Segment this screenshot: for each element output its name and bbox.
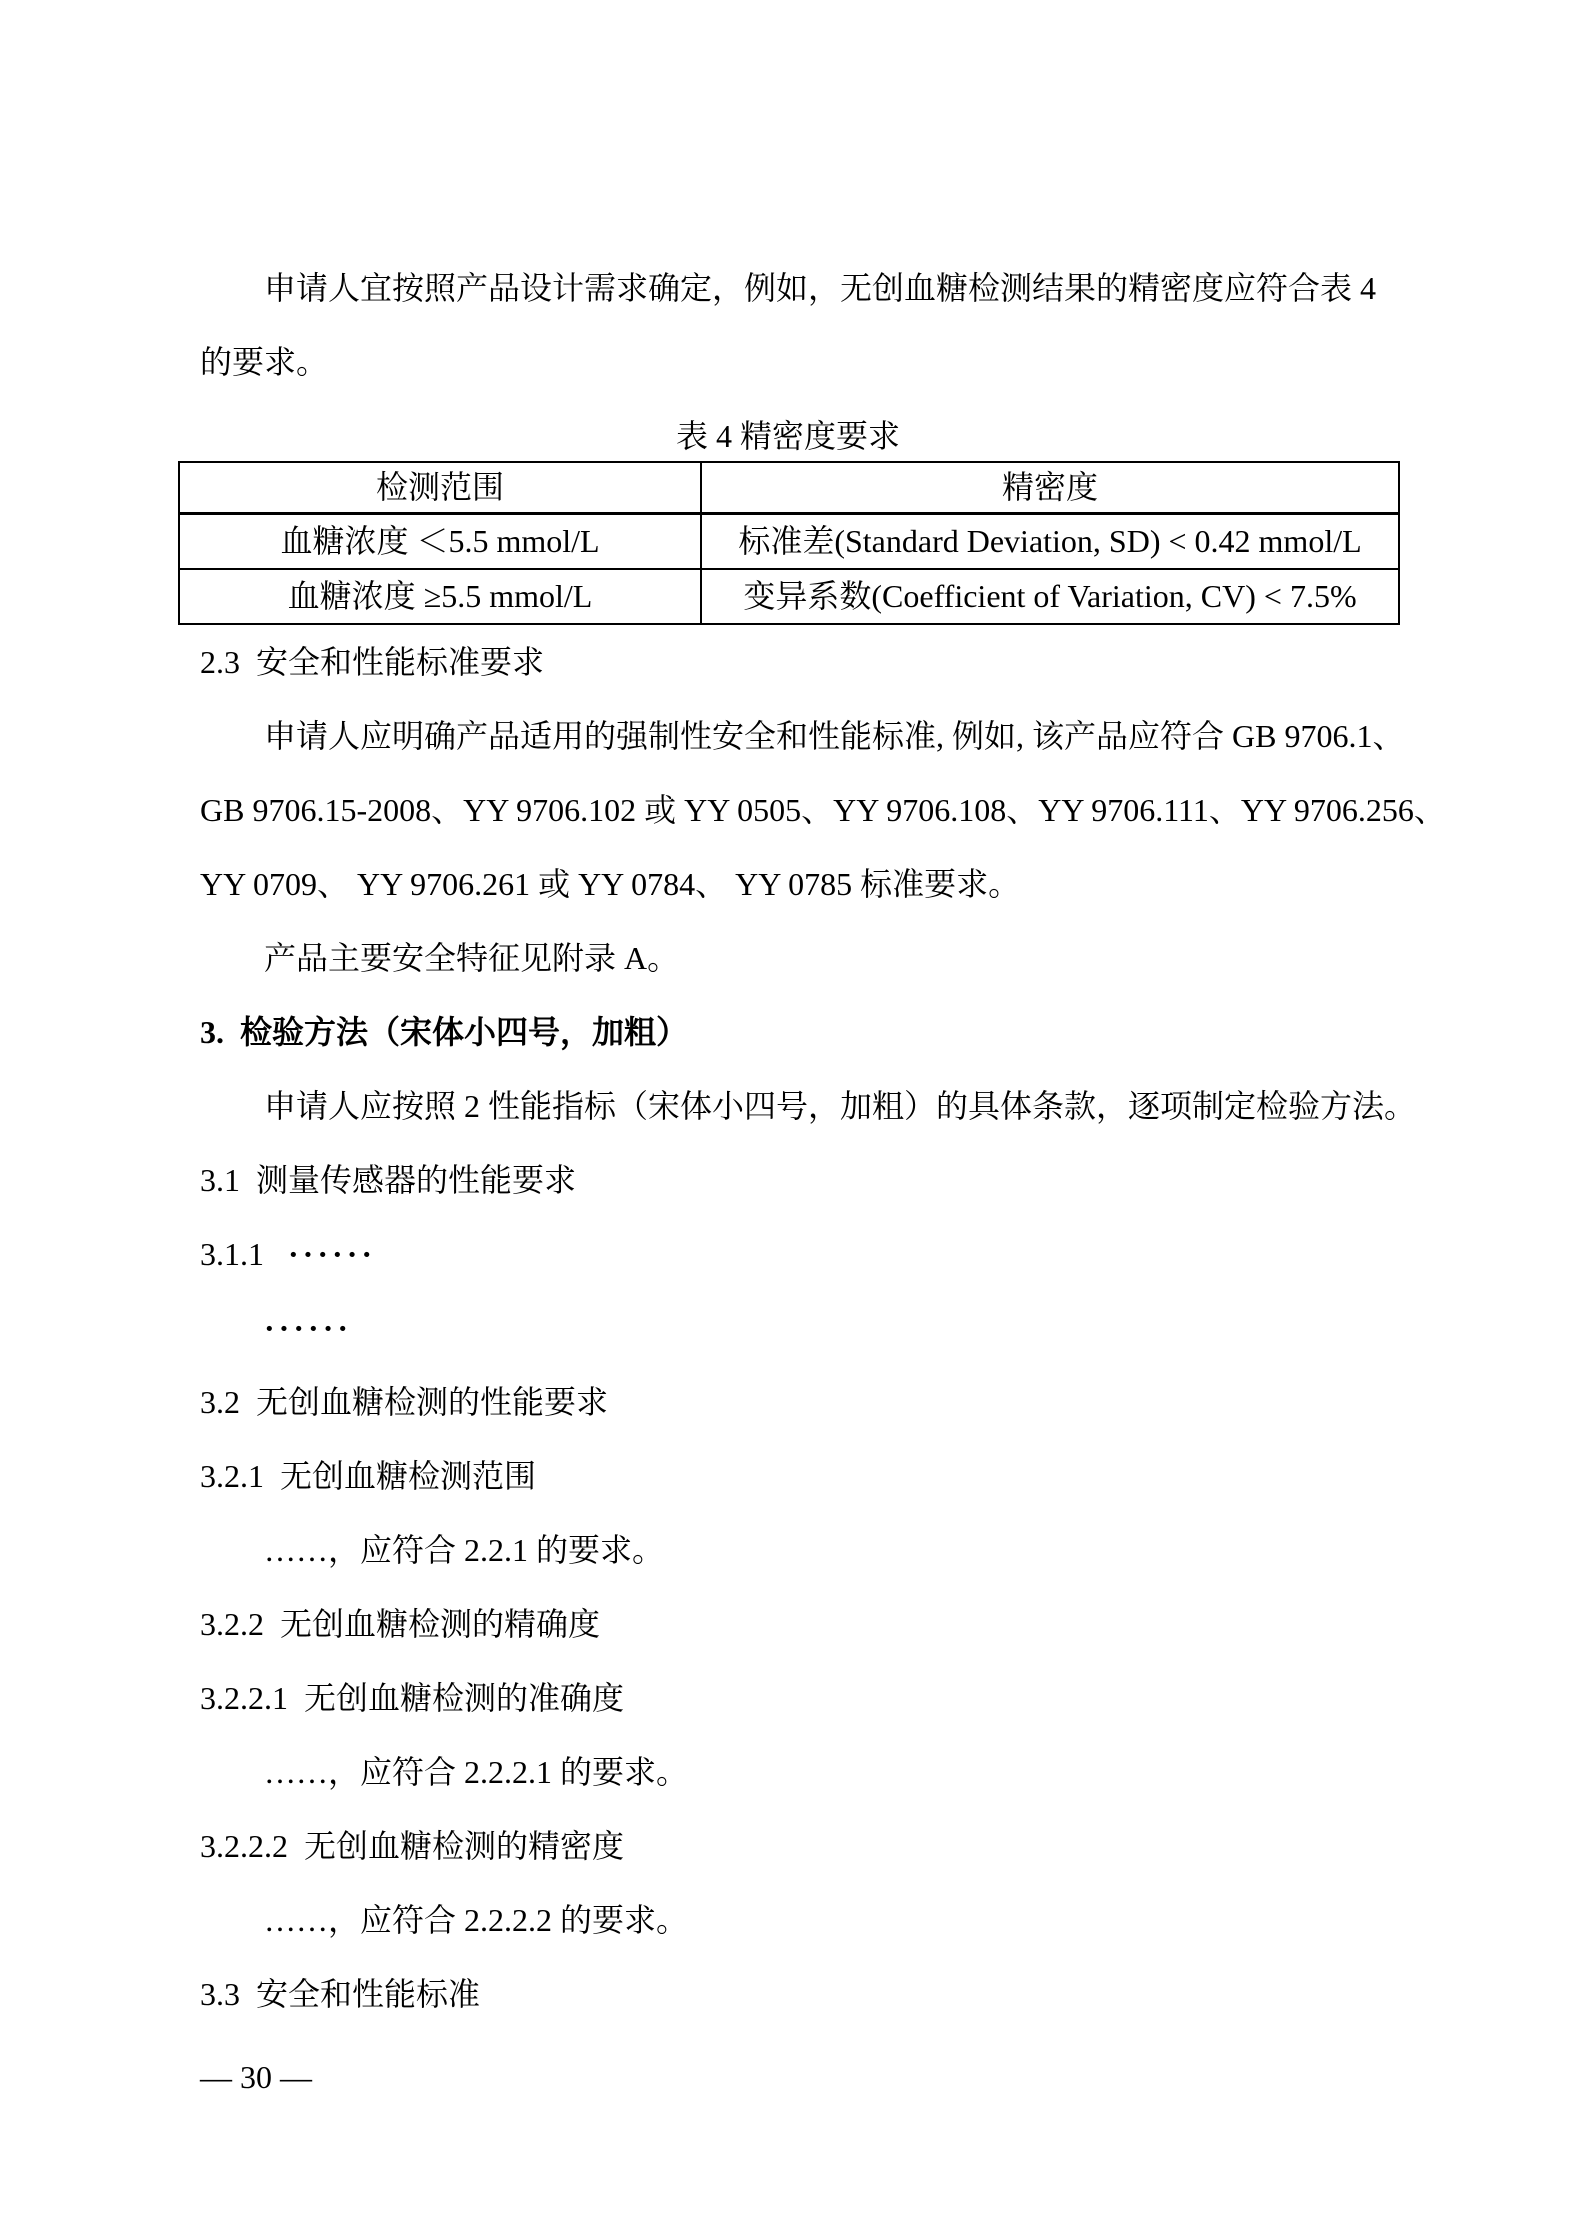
section-2-3-paragraph-line-2: GB 9706.15-2008、YY 9706.102 或 YY 0505、YY 9706.108、YY 9706.111、YY 9706.256、 [200,792,1446,828]
section-2-3-paragraph-line-3: YY 0709、 YY 9706.261 或 YY 0784、 YY 0785 标准要求。 [200,866,1021,902]
section-3-1-1-ellipsis: ······ [288,1236,377,1272]
section-3-1-1-number: 3.1.1 [200,1236,264,1272]
table-header-precision: 精密度 [701,462,1399,514]
table-header-detection-range: 检测范围 [179,462,701,514]
table-cell-cv-requirement: 变异系数(Coefficient of Variation, CV) < 7.5% [701,569,1399,624]
section-3-2-2-1-heading: 3.2.2.1 无创血糖检测的准确度 [200,1680,625,1716]
section-3-heading: 3. 检验方法（宋体小四号，加粗） [200,1014,689,1050]
section-3-2-2-1-note-line: ……，应符合 2.2.2.1 的要求。 [264,1754,689,1790]
section-3-2-1-note-line: ……，应符合 2.2.1 的要求。 [264,1532,665,1568]
section-3-2-heading: 3.2 无创血糖检测的性能要求 [200,1384,609,1420]
section-2-3-paragraph-line-1: 申请人应明确产品适用的强制性安全和性能标准, 例如, 该产品应符合 GB 9706.1、 [264,718,1405,754]
section-3-2-2-heading: 3.2.2 无创血糖检测的精确度 [200,1606,601,1642]
section-3-2-2-2-note-line: ……，应符合 2.2.2.2 的要求。 [264,1902,689,1938]
ellipsis-dots: ······ [264,1310,353,1346]
section-3-intro-line: 申请人应按照 2 性能指标（宋体小四号，加粗）的具体条款，逐项制定检验方法。 [264,1088,1417,1124]
section-2-3-heading: 2.3 安全和性能标准要求 [200,644,545,680]
table-row [179,569,1399,624]
section-3-1-1-heading [200,1217,1432,1291]
intro-paragraph-line-1: 申请人宜按照产品设计需求确定，例如，无创血糖检测结果的精密度应符合表 4 [264,270,1377,306]
section-3-3-heading: 3.3 安全和性能标准 [200,1976,481,2012]
section-3-2-2-2-heading: 3.2.2.2 无创血糖检测的精密度 [200,1828,625,1864]
table-row [179,514,1399,570]
table-cell-sd-requirement: 标准差(Standard Deviation, SD) < 0.42 mmol/L [701,514,1399,570]
section-3-1-heading: 3.1 测量传感器的性能要求 [200,1162,577,1198]
ellipsis-placeholder-line [200,1291,1432,1365]
intro-paragraph-line-2: 的要求。 [200,344,329,380]
page-number: — 30 — [200,2059,312,2095]
document-body [200,251,1446,2114]
table-cell-range-low: 血糖浓度 ＜5.5 mmol/L [179,514,701,570]
section-3-2-1-heading: 3.2.1 无创血糖检测范围 [200,1458,537,1494]
table-cell-range-high: 血糖浓度 ≥5.5 mmol/L [179,569,701,624]
precision-requirements-table [178,461,1400,625]
table-4-caption: 表 4 精密度要求 [675,418,900,454]
appendix-note-line: 产品主要安全特征见附录 A。 [264,940,680,976]
